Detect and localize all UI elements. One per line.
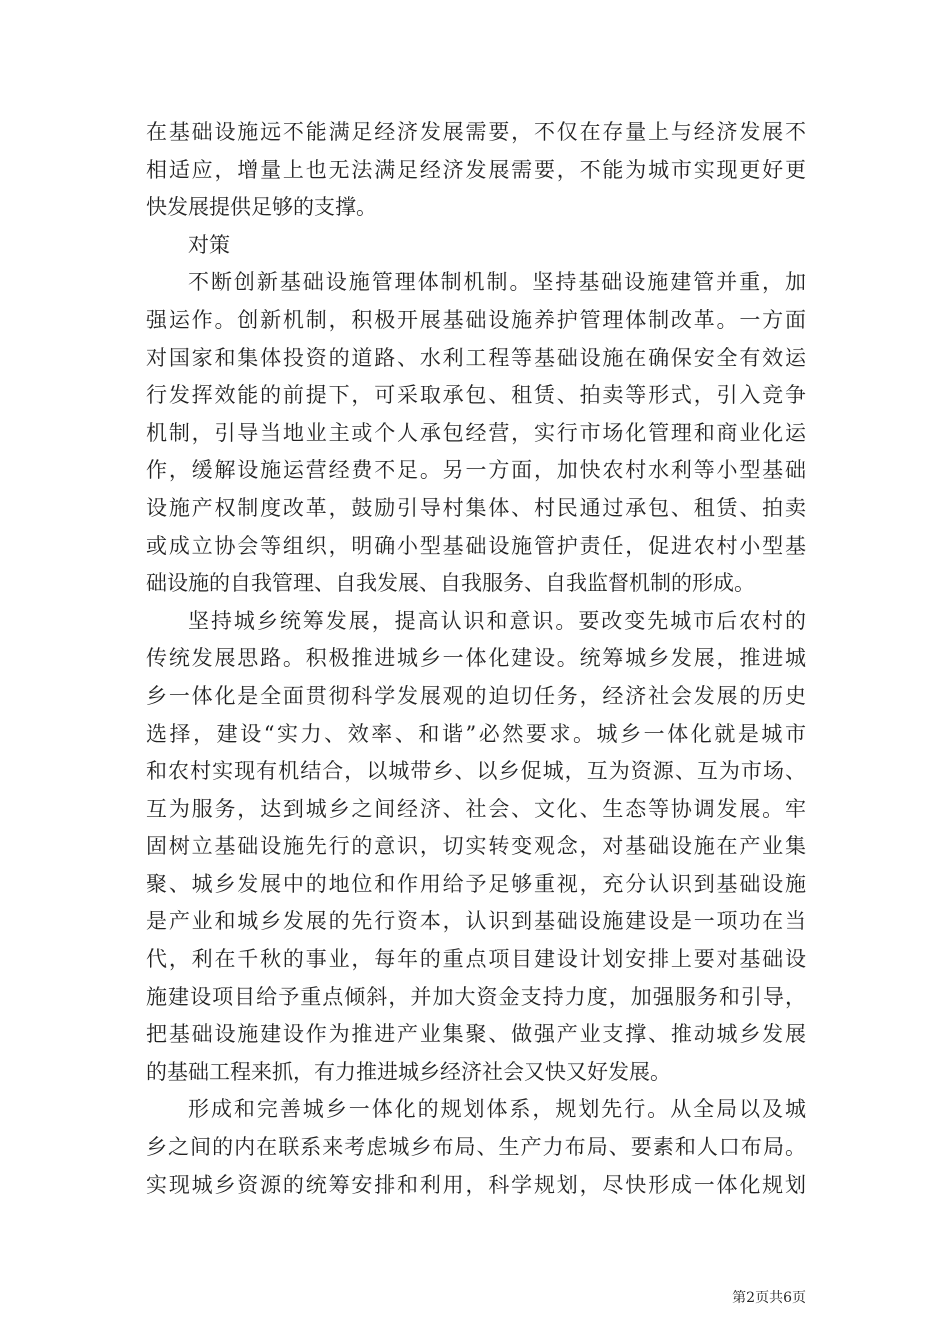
text-line: 形成和完善城乡一体化的规划体系，规划先行。从全局以及城 bbox=[188, 1097, 806, 1122]
text-line: 对策 bbox=[188, 232, 230, 257]
text-line: 对国家和集体投资的道路、水利工程等基础设施在确保安全有效运 bbox=[146, 345, 806, 370]
text-line: 作，缓解设施运营经费不足。另一方面，加快农村水利等小型基础 bbox=[146, 458, 806, 483]
text-line: 快发展提供足够的支撑。 bbox=[146, 195, 377, 220]
text-line: 行发挥效能的前提下，可采取承包、租赁、拍卖等形式，引入竞争 bbox=[146, 383, 806, 408]
text-line: 在基础设施远不能满足经济发展需要，不仅在存量上与经济发展不 bbox=[146, 120, 806, 144]
text-line: 不断创新基础设施管理体制机制。坚持基础设施建管并重，加 bbox=[188, 270, 806, 295]
text-line: 乡之间的内在联系来考虑城乡布局、生产力布局、要素和人口布局。 bbox=[146, 1135, 806, 1160]
text-line: 是产业和城乡发展的先行资本，认识到基础设施建设是一项功在当 bbox=[146, 909, 806, 934]
text-line: 施建设项目给予重点倾斜，并加大资金支持力度，加强服务和引导， bbox=[146, 984, 806, 1009]
text-line: 强运作。创新机制，积极开展基础设施养护管理体制改革。一方面 bbox=[146, 307, 806, 332]
text-line: 机制，引导当地业主或个人承包经营，实行市场化管理和商业化运 bbox=[146, 420, 806, 445]
text-line: 或成立协会等组织，明确小型基础设施管护责任，促进农村小型基 bbox=[146, 533, 806, 558]
text-line: 选择，建设“实力、效率、和谐”必然要求。城乡一体化就是城市 bbox=[146, 721, 806, 746]
text-line: 坚持城乡统筹发展，提高认识和意识。要改变先城市后农村的 bbox=[188, 608, 806, 633]
text-line: 传统发展思路。积极推进城乡一体化建设。统筹城乡发展，推进城 bbox=[146, 646, 806, 671]
page-number-footer: 第2页共6页 bbox=[732, 1290, 806, 1306]
text-line: 和农村实现有机结合，以城带乡、以乡促城，互为资源、互为市场、 bbox=[146, 759, 806, 784]
text-line: 固树立基础设施先行的意识，切实转变观念，对基础设施在产业集 bbox=[146, 834, 806, 859]
document-body bbox=[146, 114, 806, 1204]
text-line: 实现城乡资源的统筹安排和利用，科学规划，尽快形成一体化规划 bbox=[146, 1172, 806, 1197]
text-line: 代，利在千秋的事业，每年的重点项目建设计划安排上要对基础设 bbox=[146, 947, 806, 972]
text-line: 的基础工程来抓，有力推进城乡经济社会又快又好发展。 bbox=[146, 1059, 671, 1084]
text-line: 乡一体化是全面贯彻科学发展观的迫切任务，经济社会发展的历史 bbox=[146, 683, 806, 708]
text-line: 把基础设施建设作为推进产业集聚、做强产业支撑、推动城乡发展 bbox=[146, 1022, 806, 1047]
text-line: 础设施的自我管理、自我发展、自我服务、自我监督机制的形成。 bbox=[146, 571, 755, 596]
text-line: 相适应，增量上也无法满足经济发展需要，不能为城市实现更好更 bbox=[146, 157, 806, 182]
text-line: 设施产权制度改革，鼓励引导村集体、村民通过承包、租赁、拍卖 bbox=[146, 495, 806, 520]
text-line: 互为服务，达到城乡之间经济、社会、文化、生态等协调发展。牢 bbox=[146, 796, 806, 821]
text-line: 聚、城乡发展中的地位和作用给予足够重视，充分认识到基础设施 bbox=[146, 871, 806, 896]
